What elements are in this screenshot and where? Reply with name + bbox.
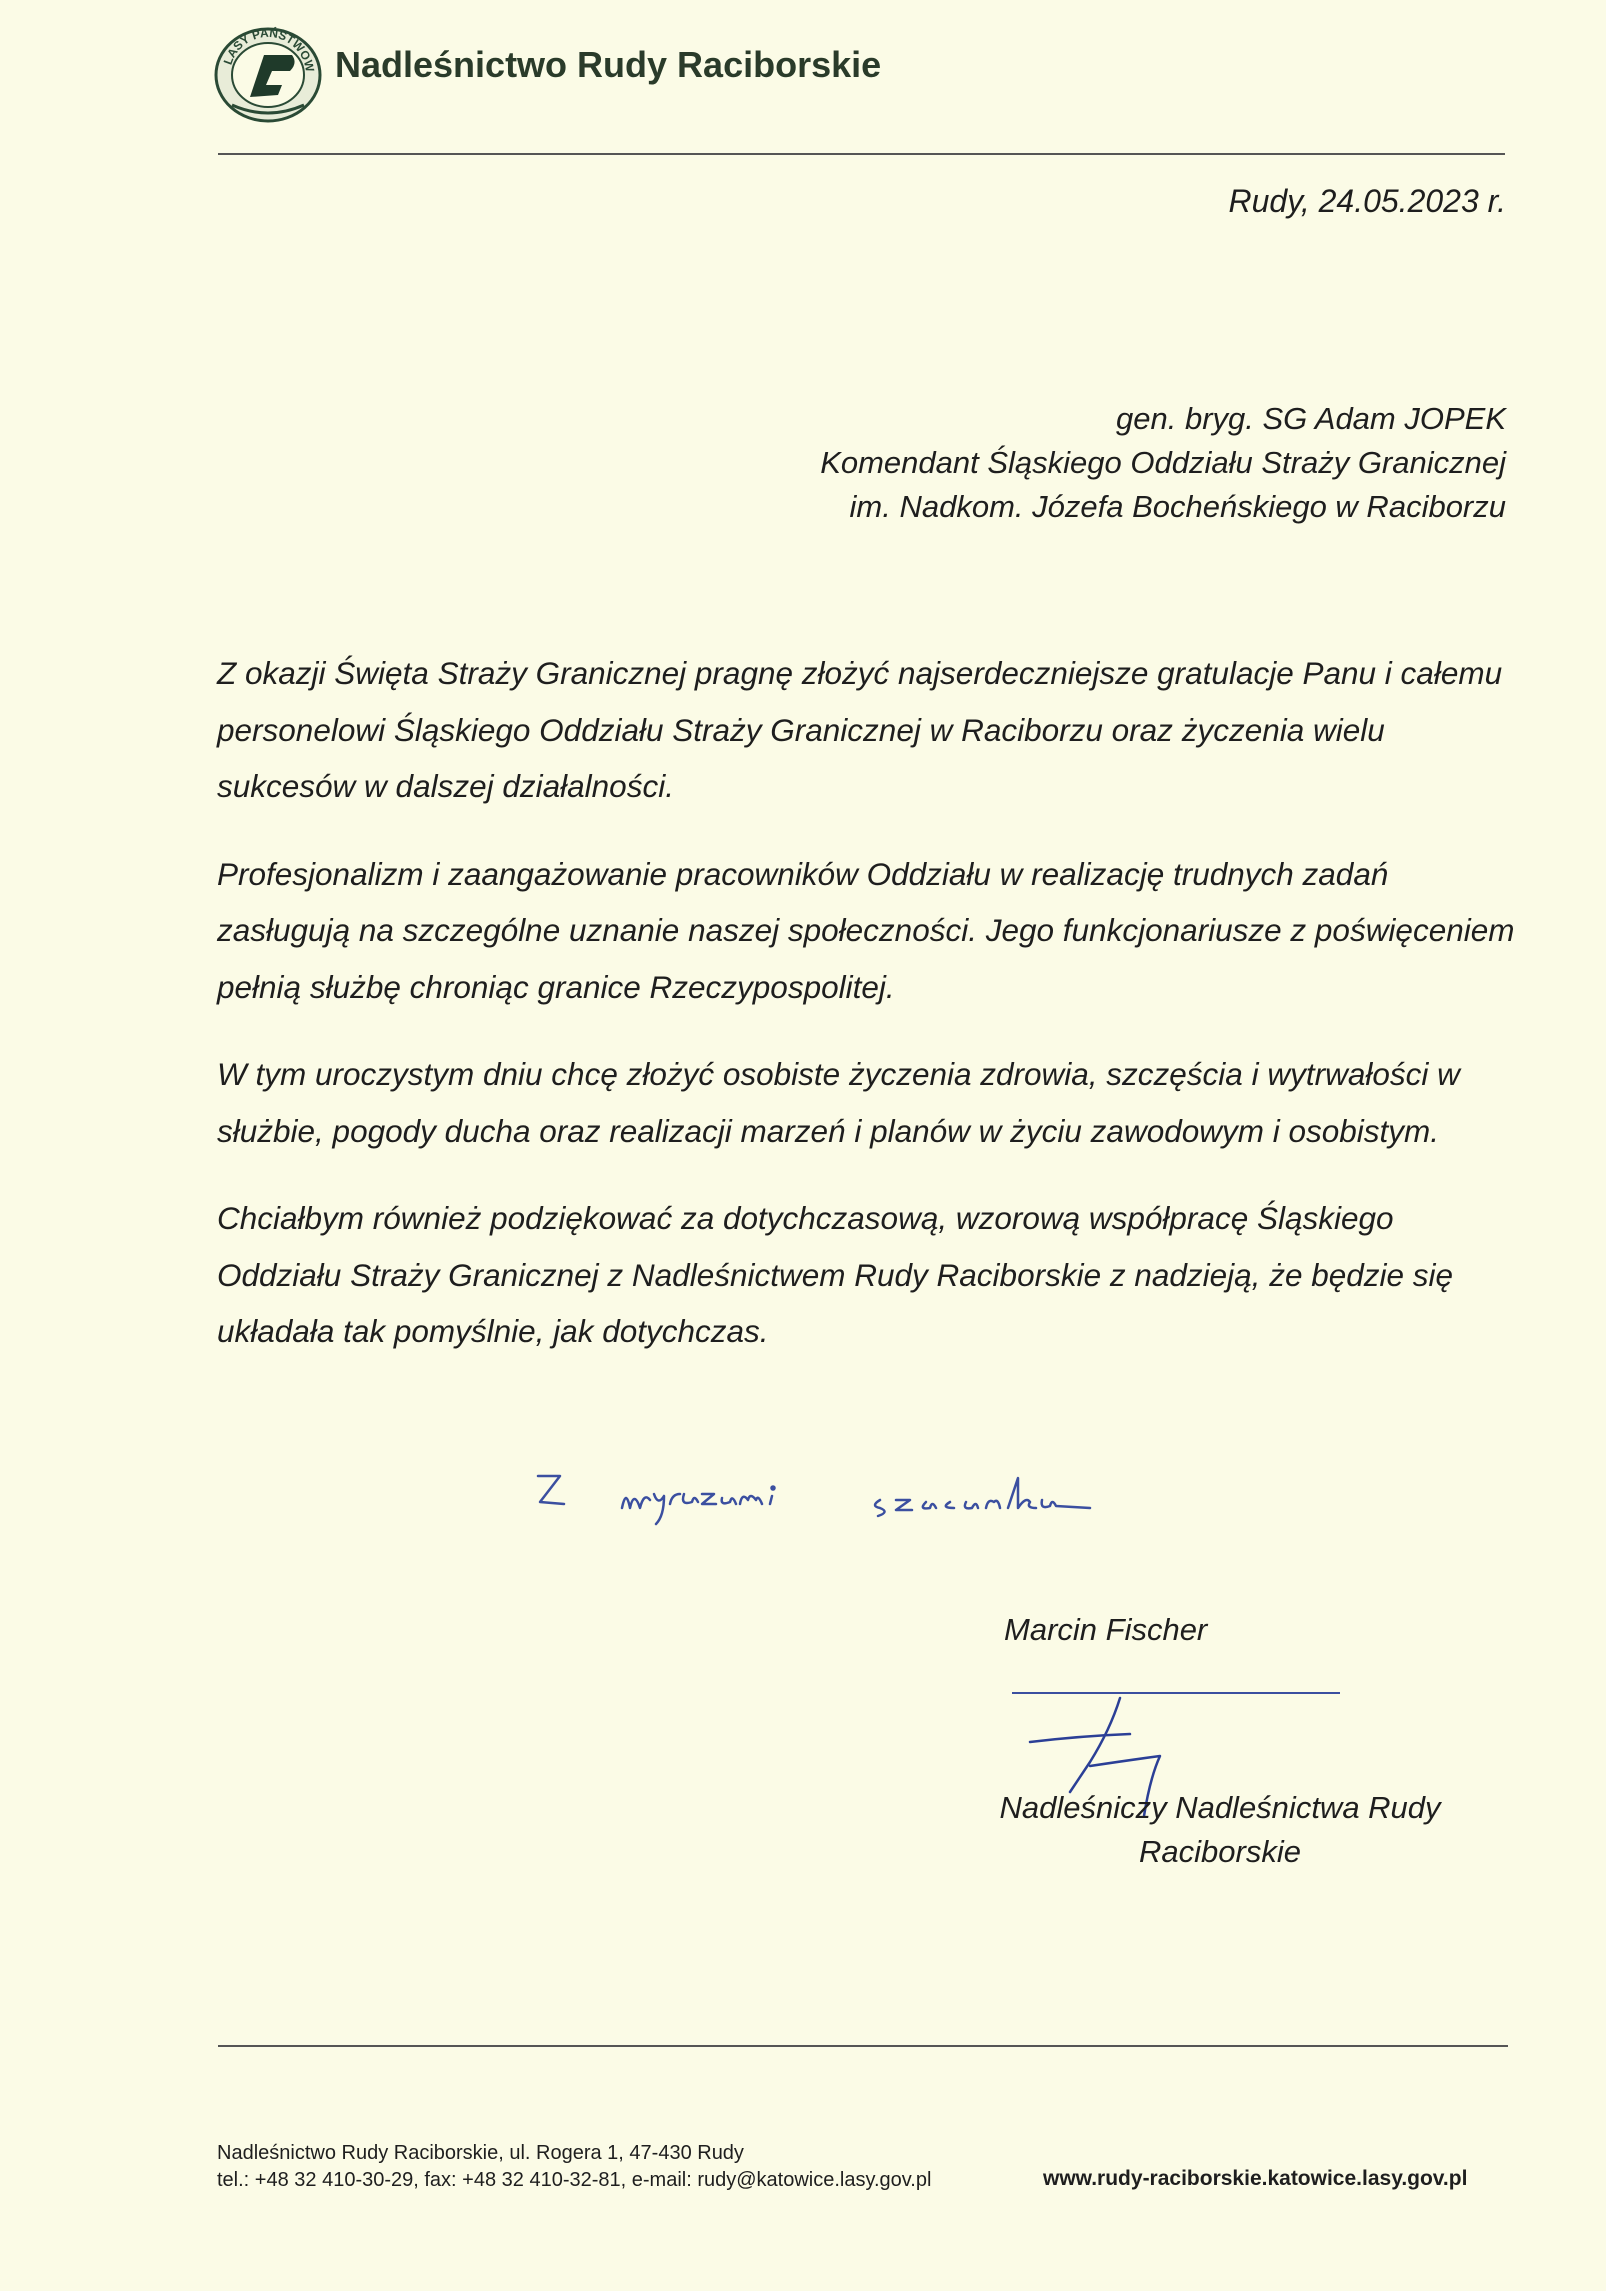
- recipient-name: gen. bryg. SG Adam JOPEK: [1116, 401, 1506, 436]
- signer-title: [940, 1786, 1500, 1874]
- signer-name: Marcin Fischer: [1004, 1612, 1208, 1647]
- svg-text:LASY PAŃSTWOWE: LASY PAŃSTWOW: [220, 25, 318, 73]
- footer-website: www.rudy-raciborskie.katowice.lasy.gov.pl: [1043, 2167, 1468, 2190]
- footer-divider: [218, 2045, 1508, 2047]
- body-paragraph: Profesjonalizm i zaangażowanie pracowników Oddziału w realizację trudnych zadań zasługują na szczególne uznanie naszej społeczności. Jego funkcjonariusze z poświęceniem pełnią służbę chroniąc granice Rzeczypospolitej.: [217, 855, 1515, 1005]
- recipient-position: Komendant Śląskiego Oddziału Straży Granicznej: [820, 445, 1506, 480]
- organization-name: Nadleśnictwo Rudy Raciborskie: [335, 44, 882, 85]
- body-paragraph: Z okazji Święta Straży Granicznej pragnę złożyć najserdeczniejsze gratulacje Panu i całemu personelowi Śląskiego Oddziału Straży Granicznej w Raciborzu oraz życzenia wielu sukcesów w dalszej działalności.: [217, 655, 1503, 804]
- signer-title-line: Raciborskie: [1139, 1834, 1301, 1869]
- footer-address: Nadleśnictwo Rudy Raciborskie, ul. Rogera 1, 47-430 Rudy: [217, 2142, 744, 2164]
- signer-title-line: Nadleśniczy Nadleśnictwa Rudy: [999, 1790, 1441, 1825]
- body-paragraph: Chciałbym również podziękować za dotychczasową, wzorową współpracę Śląskiego Oddziału Straży Granicznej z Nadleśnictwem Rudy Raciborskie z nadzieją, że będzie się układała tak pomyślnie, jak dotychczas.: [217, 1200, 1454, 1349]
- letter-body: [217, 645, 1517, 1391]
- lasy-panstwowe-logo: [212, 25, 324, 125]
- recipient-block: [820, 397, 1506, 529]
- header-divider: [218, 153, 1505, 155]
- recipient-unit: im. Nadkom. Józefa Bocheńskiego w Raciborzu: [849, 489, 1506, 524]
- footer-contact: tel.: +48 32 410-30-29, fax: +48 32 410-32-81, e-mail: rudy@katowice.lasy.gov.pl: [217, 2169, 932, 2191]
- handwritten-closing: [530, 1450, 1170, 1540]
- footer-address-block: [217, 2140, 931, 2194]
- body-paragraph: W tym uroczystym dniu chcę złożyć osobiste życzenia zdrowia, szczęścia i wytrwałości w służbie, pogody ducha oraz realizacji marzeń i planów w życiu zawodowym i osobistym.: [217, 1056, 1460, 1149]
- letter-date: Rudy, 24.05.2023 r.: [1228, 183, 1506, 219]
